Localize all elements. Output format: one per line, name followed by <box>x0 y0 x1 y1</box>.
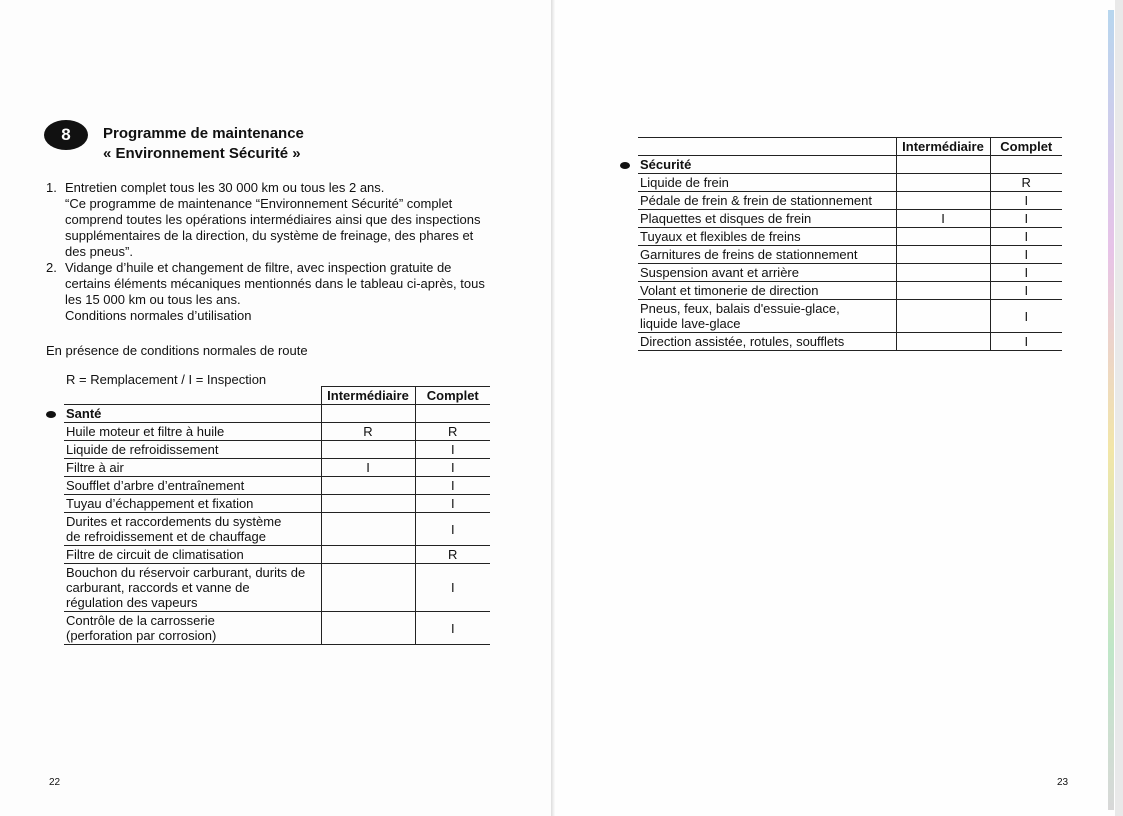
row-label <box>638 264 896 282</box>
paragraph: Entretien complet tous les 30 000 km ou tous les 2 ans. <box>65 180 385 195</box>
complete-cell: I <box>990 246 1062 264</box>
column-header-complete: Complet <box>415 387 490 405</box>
row-label-line: Filtre à air <box>66 460 124 475</box>
table-row <box>638 192 1062 210</box>
page-number: 23 <box>1057 777 1069 788</box>
row-label <box>64 459 321 477</box>
intro-list <box>46 180 486 324</box>
row-label-line: Liquide de frein <box>640 175 729 190</box>
table-row <box>64 423 490 441</box>
paragraph: Conditions normales d’utilisation <box>65 308 252 323</box>
table-row <box>64 564 490 612</box>
row-label-line: de refroidissement et de chauffage <box>66 529 266 544</box>
section-row <box>64 405 490 423</box>
table-row <box>638 228 1062 246</box>
row-label <box>64 546 321 564</box>
complete-cell: I <box>415 477 490 495</box>
row-label-line: Direction assistée, rotules, soufflets <box>640 334 845 349</box>
table-row <box>64 612 490 645</box>
list-item-number: 1. <box>46 180 57 195</box>
intermediate-cell: I <box>321 459 415 477</box>
complete-cell: I <box>415 459 490 477</box>
complete-cell: R <box>990 174 1062 192</box>
row-label <box>638 246 896 264</box>
table-row <box>64 477 490 495</box>
section-label: Santé <box>66 406 102 421</box>
row-label-line: Bouchon du réservoir carburant, durits de <box>66 565 306 580</box>
complete-cell: I <box>415 441 490 459</box>
intermediate-cell <box>321 477 415 495</box>
intermediate-cell <box>896 333 990 351</box>
row-label <box>638 192 896 210</box>
row-label-line: régulation des vapeurs <box>66 595 198 610</box>
intermediate-cell <box>321 546 415 564</box>
section-number-badge: 8 <box>44 120 88 150</box>
page-number: 22 <box>49 777 61 788</box>
conditions-text: En présence de conditions normales de route <box>46 343 308 358</box>
row-label-line: (perforation par corrosion) <box>66 628 217 643</box>
intermediate-cell <box>896 174 990 192</box>
bullet-icon <box>620 162 630 169</box>
intermediate-cell: I <box>896 210 990 228</box>
table-row <box>64 459 490 477</box>
table-row <box>638 300 1062 333</box>
row-label <box>638 333 896 351</box>
complete-cell: I <box>415 564 490 612</box>
complete-cell: I <box>990 282 1062 300</box>
intermediate-cell <box>321 612 415 645</box>
row-label-line: Contrôle de la carrosserie <box>66 613 215 628</box>
column-header-intermediate: Intermédiaire <box>321 387 415 405</box>
row-label-line: Huile moteur et filtre à huile <box>66 424 225 439</box>
row-label <box>64 423 321 441</box>
right-page <box>555 0 1115 816</box>
table-row <box>64 441 490 459</box>
intermediate-cell <box>321 564 415 612</box>
section-label: Sécurité <box>640 157 692 172</box>
row-label-line: Tuyau d’échappement et fixation <box>66 496 254 511</box>
complete-cell: R <box>415 546 490 564</box>
row-label <box>638 300 896 333</box>
table-header-row <box>638 138 1062 156</box>
table-row <box>638 282 1062 300</box>
row-label <box>64 495 321 513</box>
intermediate-cell <box>896 192 990 210</box>
row-label-line: Tuyaux et flexibles de freins <box>640 229 801 244</box>
page-edge-stack <box>1108 10 1114 810</box>
complete-cell: I <box>990 210 1062 228</box>
row-label <box>64 612 321 645</box>
intermediate-cell <box>321 495 415 513</box>
intermediate-cell <box>896 282 990 300</box>
complete-cell: R <box>415 423 490 441</box>
complete-cell: I <box>415 495 490 513</box>
page-title <box>103 124 304 164</box>
intermediate-cell <box>896 246 990 264</box>
maintenance-table-health <box>64 386 490 645</box>
row-label <box>638 228 896 246</box>
row-label <box>638 282 896 300</box>
row-label-line: Plaquettes et disques de frein <box>640 211 812 226</box>
complete-cell: I <box>990 300 1062 333</box>
row-label-line: Suspension avant et arrière <box>640 265 799 280</box>
row-label-line: Pédale de frein & frein de stationnement <box>640 193 872 208</box>
table-row <box>64 546 490 564</box>
table-row <box>638 333 1062 351</box>
row-label-line: Liquide de refroidissement <box>66 442 219 457</box>
complete-cell: I <box>990 333 1062 351</box>
intermediate-cell <box>321 513 415 546</box>
row-label <box>638 174 896 192</box>
table-row <box>638 174 1062 192</box>
complete-cell: I <box>990 192 1062 210</box>
intermediate-cell <box>321 441 415 459</box>
list-item-number: 2. <box>46 260 57 275</box>
row-label-line: carburant, raccords et vanne de <box>66 580 250 595</box>
table-row <box>638 210 1062 228</box>
left-page <box>0 0 555 816</box>
table-row <box>64 495 490 513</box>
row-label-line: Pneus, feux, balais d'essuie-glace, <box>640 301 840 316</box>
complete-cell: I <box>415 513 490 546</box>
intermediate-cell <box>896 264 990 282</box>
table-row <box>64 513 490 546</box>
intermediate-cell <box>896 228 990 246</box>
row-label-line: Volant et timonerie de direction <box>640 283 819 298</box>
row-label-line: Filtre de circuit de climatisation <box>66 547 244 562</box>
list-item <box>46 260 486 324</box>
row-label <box>64 513 321 546</box>
intermediate-cell <box>896 300 990 333</box>
row-label <box>64 441 321 459</box>
table-row <box>638 246 1062 264</box>
paragraph: “Ce programme de maintenance “Environnement Sécurité” complet comprend toutes les opérations intermédiaires ainsi que des inspections supplémentaires de la direction, du système de freinage, des phares et des pneus”. <box>65 196 481 259</box>
list-item <box>46 180 486 260</box>
section-row <box>638 156 1062 174</box>
row-label-line: Durites et raccordements du système <box>66 514 282 529</box>
complete-cell: I <box>990 228 1062 246</box>
legend-text: R = Remplacement / I = Inspection <box>66 372 267 387</box>
bullet-icon <box>46 411 56 418</box>
row-label <box>64 564 321 612</box>
column-header-intermediate: Intermédiaire <box>896 138 990 156</box>
paragraph: Vidange d’huile et changement de filtre, avec inspection gratuite de certains éléments mécaniques mentionnés dans le tableau ci-après, tous les 15 000 km ou tous les ans. <box>65 260 485 307</box>
row-label-line: Soufflet d’arbre d’entraînement <box>66 478 245 493</box>
column-header-complete: Complet <box>990 138 1062 156</box>
complete-cell: I <box>990 264 1062 282</box>
row-label <box>64 477 321 495</box>
table-row <box>638 264 1062 282</box>
row-label-line: liquide lave-glace <box>640 316 741 331</box>
intermediate-cell: R <box>321 423 415 441</box>
title-line-1: Programme de maintenance <box>103 125 304 142</box>
row-label <box>638 210 896 228</box>
row-label-line: Garnitures de freins de stationnement <box>640 247 858 262</box>
complete-cell: I <box>415 612 490 645</box>
title-line-2: « Environnement Sécurité » <box>103 145 301 162</box>
table-header-row <box>64 387 490 405</box>
maintenance-table-safety <box>638 137 1062 351</box>
